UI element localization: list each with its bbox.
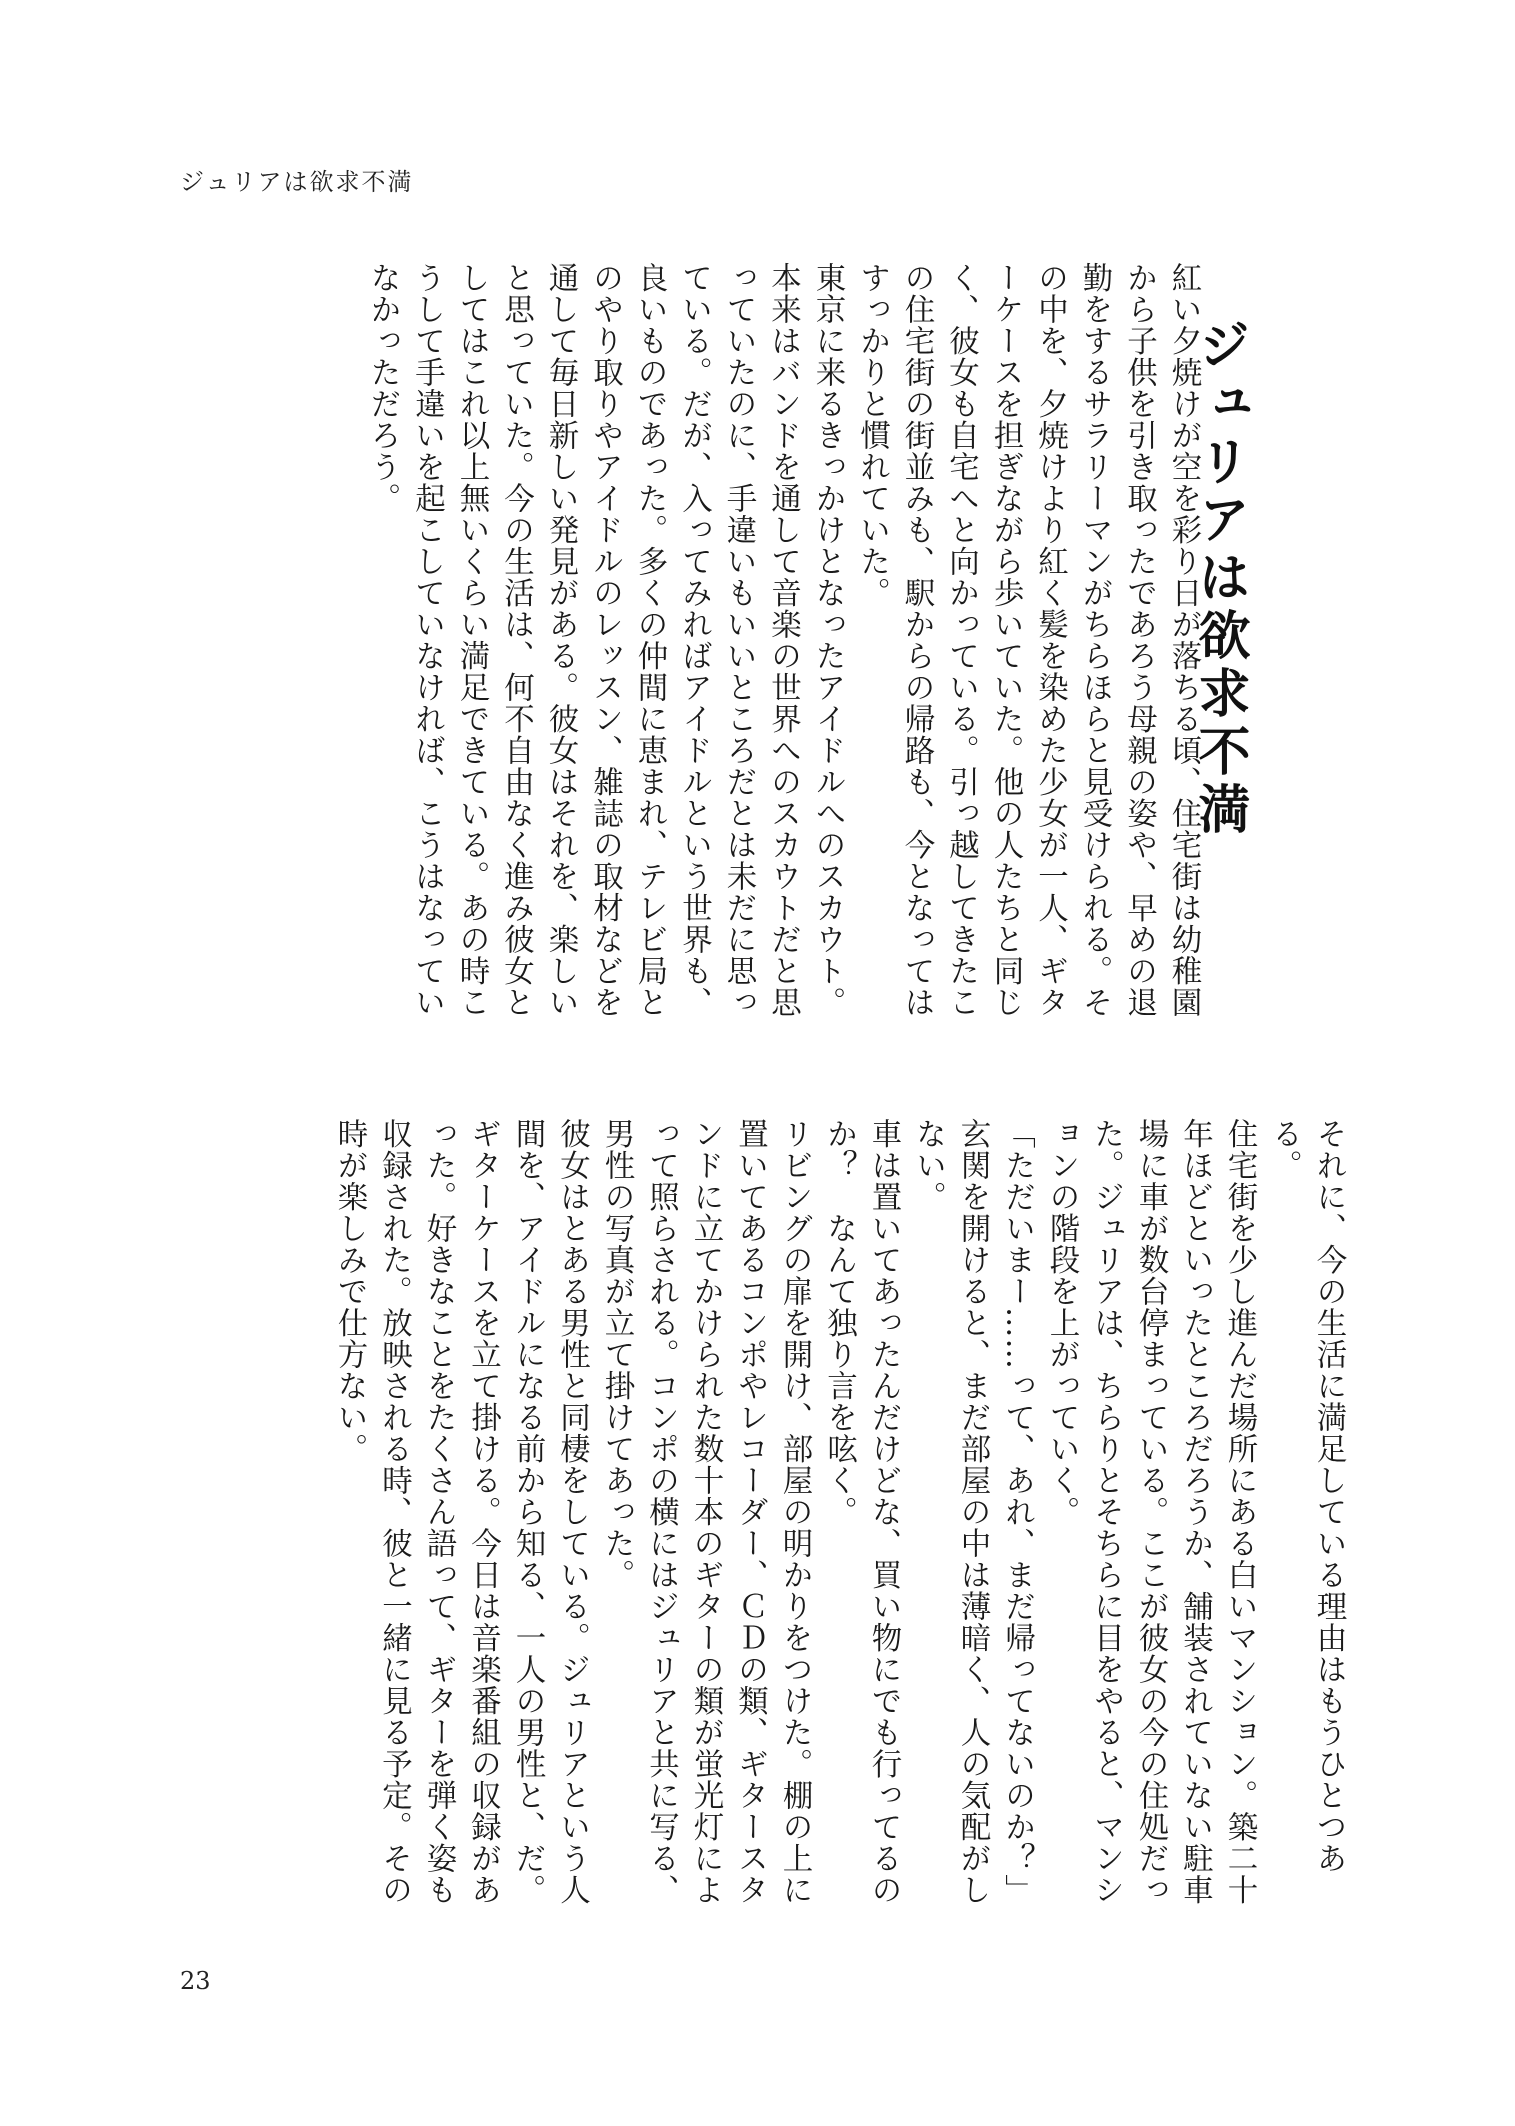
paragraph: リビングの扉を開け、部屋の明かりをつけた。棚の上に置いてあるコンポやレコーダー、ＣＤの類、ギタースタンドに立てかけられた数十本のギターの類が蛍光灯によって照らされる。コンポの横にはジュリアと共に写る、男性の写真が立て掛けてあった。 [599, 1118, 812, 1906]
paragraph: 紅い夕焼けが空を彩り日が落ちる頃、住宅街は幼稚園から子供を引き取ったであろう母親の姿や、早めの退勤をするサラリーマンがちらほらと見受けられる。その中を、夕焼けより紅く髪を染めた少女が一人、ギターケースを担ぎながら歩いていた。他の人たちと同じく、彼女も自宅へと向かっている。引っ越してきたこの住宅街の街並みも、駅からの帰路も、今となってはすっかりと慣れていた。 [854, 262, 1201, 1018]
paragraph: それに、今の生活に満足している理由はもうひとつある。 [1266, 1118, 1346, 1874]
body-text-lower [200, 1118, 1350, 1933]
page-number: 23 [180, 1967, 211, 1995]
chapter-title: ジュリアは欲求不満 [1189, 318, 1249, 840]
body-text-upper [365, 262, 1205, 1042]
paragraph: 住宅街を少し進んだ場所にある白いマンション。築二十年ほどといったところだろうか、舗装されていない駐車場に車が数台停まっている。ここが彼女の今の住処だった。ジュリアは、ちらりとそちらに目をやると、マンションの階段を上がっていく。 [1044, 1118, 1257, 1906]
paragraph: 玄関を開けると、まだ部屋の中は薄暗く、人の気配がしない。 [910, 1118, 990, 1906]
running-head: ジュリアは欲求不満 [180, 168, 414, 196]
paragraph: 彼女はとある男性と同棲をしている。ジュリアという人間を、アイドルになる前から知る、一人の男性と、だ。 [510, 1118, 590, 1906]
paragraph: ギターケースを立て掛ける。今日は音楽番組の収録があった。好きなことをたくさん語って、ギターを弾く姿も収録された。放映される時、彼と一緒に見る予定。その時が楽しみで仕方ない。 [332, 1118, 501, 1906]
paragraph: 車は置いてあったんだけどな、買い物にでも行ってるのか？ なんて独り言を呟く。 [821, 1118, 901, 1906]
paragraph: 「ただいまー……って、あれ、まだ帰ってないのか？」 [999, 1118, 1035, 1906]
paragraph: 東京に来るきっかけとなったアイドルへのスカウト。本来はバンドを通して音楽の世界へのスカウトだと思っていたのに、手違いもいいところだとは未だに思っている。だが、入ってみればアイドルという世界も、良いものであった。多くの仲間に恵まれ、テレビ局とのやり取りやアイドルのレッスン、雑誌の取材などを通して毎日新しい発見がある。彼女はそれを、楽しいと思っていた。今の生活は、何不自由なく進み彼女としてはこれ以上無いくらい満足できている。あの時こうして手違いを起こしていなければ、こうはなっていなかっただろう。 [365, 262, 845, 1018]
